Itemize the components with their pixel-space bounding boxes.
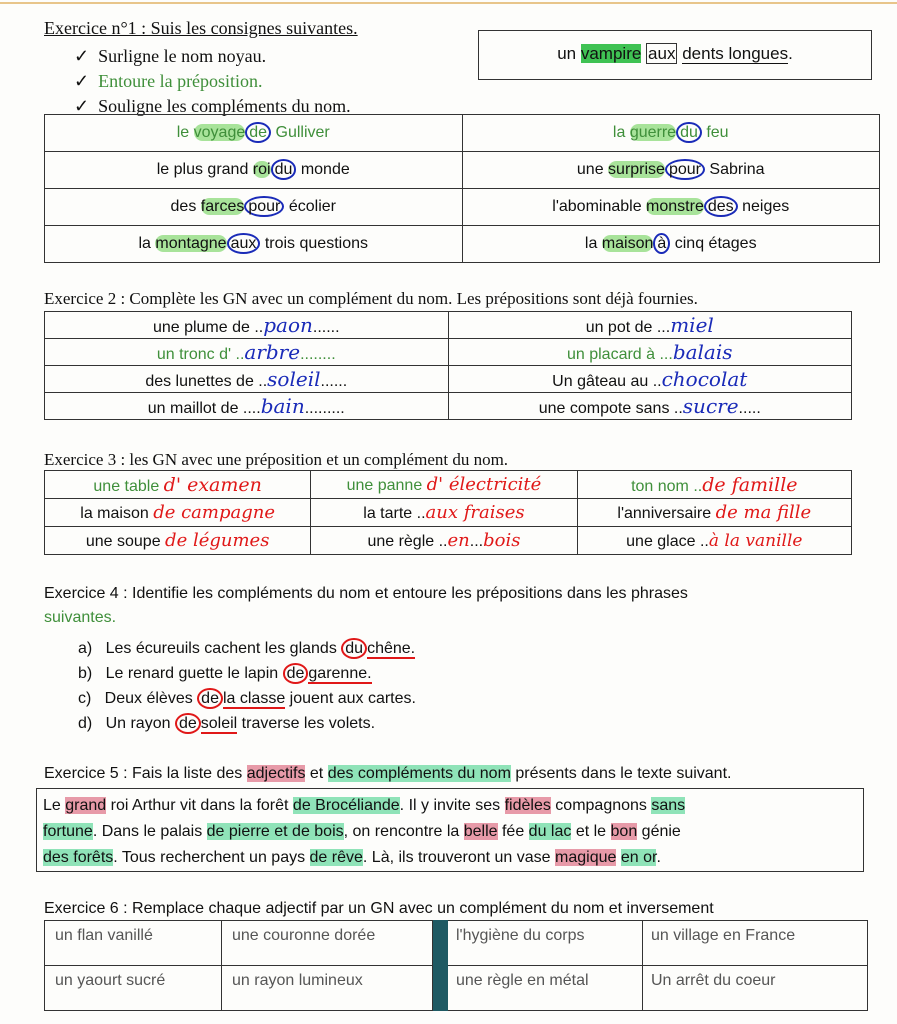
ex3-table: une table d' examen une panne d' électricité ton nom ..de famille la maison de campagne la tarte ..aux fraises l'anniversaire de ma fille une soupe de légumes une règle ..en...bois une glace ..à la vanille [44,470,852,555]
ex4-item-c: c) Deux élèves de la classe jouent aux cartes. [78,690,416,707]
instruction-2: ✓ Entoure la préposition. [74,71,263,91]
ex1-instructions [74,44,351,119]
check-icon: ✓ [74,96,90,116]
ex4-items [78,636,416,736]
check-icon: ✓ [74,46,90,66]
ex5-title: Exercice 5 : Fais la liste des adjectifs et des compléments du nom présents dans le texte suivant. [44,765,732,782]
instruction-1: ✓ Surligne le nom noyau. [74,46,267,66]
ex2-title: Exercice 2 : Complète les GN avec un complément du nom. Les prépositions sont déjà fournies. [44,289,698,308]
ex5-line-1: Le grand roi Arthur vit dans la forêt de Brocéliande. Il y invite ses fidèles compagnons sans [43,797,686,814]
ex6-table: un flan vanillé une couronne dorée l'hygiène du corps un village en France un yaourt sucré un rayon lumineux une règle en métal Un arrêt du coeur [44,920,868,1011]
ex1-table: le voyage de Gulliver la guerre du feu le plus grand roi du monde une surprise pour Sabrina des farces pour écolier l'abominable monstre des neiges la montagne aux trois questions la maison à cinq étages [44,114,880,263]
ex1-example-box: un vampire aux dents longues. [478,30,872,80]
ex6-divider [433,966,448,1011]
instruction-3: ✓ Souligne les compléments du nom. [74,96,351,116]
ex5-line-3: des forêts. Tous recherchent un pays de rêve. Là, ils trouveront un vase magique en or. [43,849,661,866]
ex4-item-a: a) Les écureuils cachent les glands du chêne. [78,640,416,657]
ex5-line-2: fortune. Dans le palais de pierre et de bois, on rencontre la belle fée du lac et le bon génie [43,823,681,840]
ex3-title: Exercice 3 : les GN avec une préposition et un complément du nom. [44,450,509,469]
ex5-text-box [36,788,864,872]
ex4-title: Exercice 4 : Identifie les compléments du nom et entoure les prépositions dans les phrases suivantes. [44,585,688,626]
ex2-table: une plume de ..paon...... un pot de ...miel un tronc d' ..arbre........ un placard à ...balais des lunettes de ..soleil...... Un gâteau au ..chocolat un maillot de ....bain......... une compote sans ..sucre..... [44,311,852,420]
ex4-item-b: b) Le renard guette le lapin de garenne. [78,665,372,682]
ex4-item-d: d) Un rayon de soleil traverse les volets. [78,715,376,732]
ex6-divider [433,921,448,966]
top-border [0,2,897,4]
ex6-title: Exercice 6 : Remplace chaque adjectif par un GN avec un complément du nom et inversement [44,900,714,917]
check-icon: ✓ [74,71,90,91]
ex1-title: Exercice n°1 : Suis les consignes suivantes. [44,18,358,38]
